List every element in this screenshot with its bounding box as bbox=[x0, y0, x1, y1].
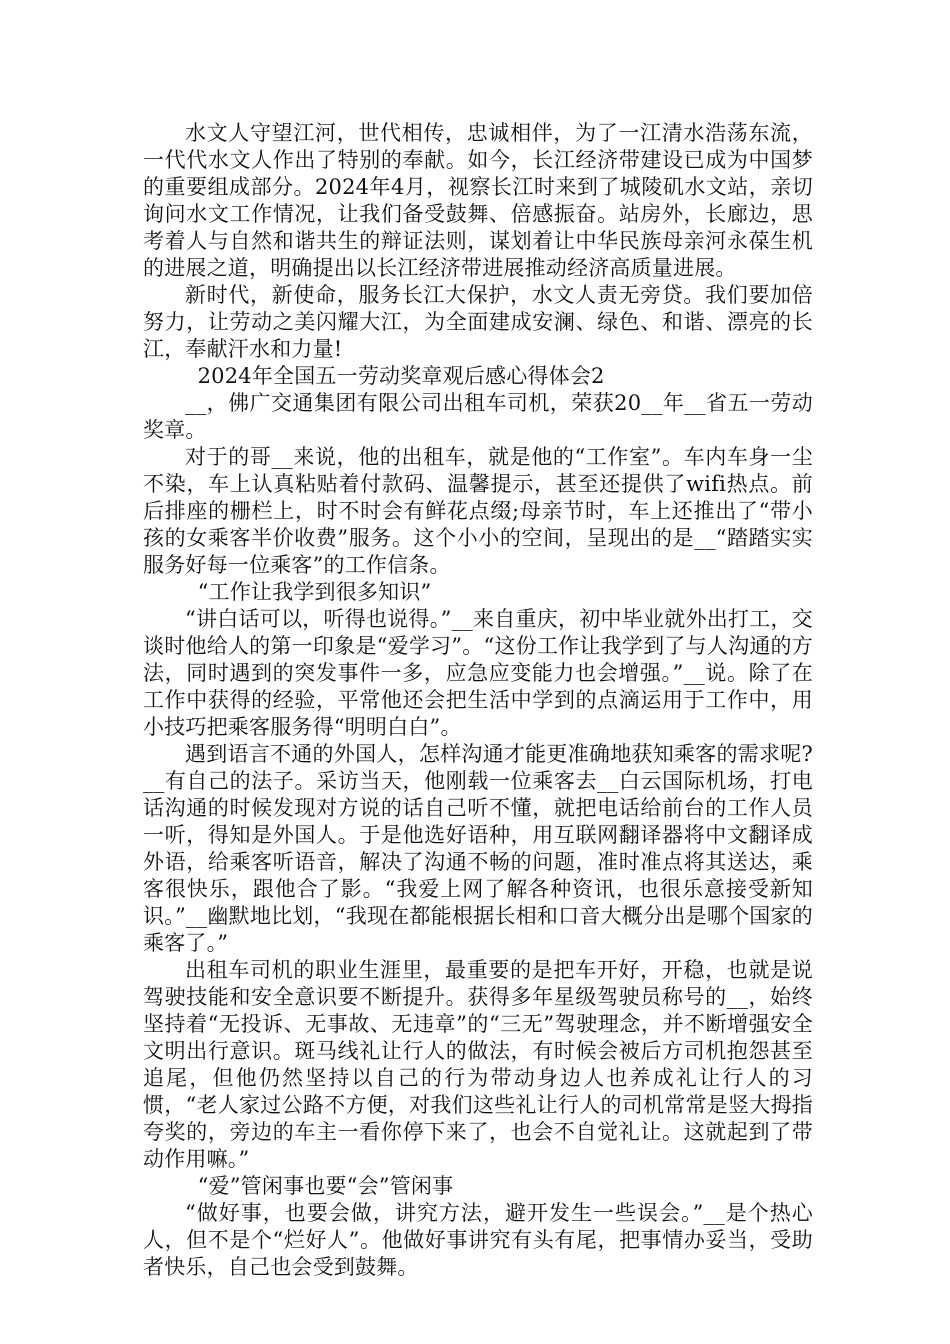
paragraph: “做好事，也要会做，讲究方法，避开发生一些误会。”__是个热心人，但不是个“烂好人”。他做好事讲究有头有尾，把事情办妥当，受助者快乐，自己也会受到鼓舞。 bbox=[143, 1201, 813, 1279]
document-body bbox=[143, 120, 813, 1281]
paragraph: 水文人守望江河，世代相传，忠诚相伴，为了一江清水浩荡东流，一代代水文人作出了特别的奉献。如今，长江经济带建设已成为中国梦的重要组成部分。2024年4月，视察长江时来到了城陵矶水文站，亲切询问水文工作情况，让我们备受鼓舞、倍感振奋。站房外，长廊边，思考着人与自然和谐共生的辩证法则，谋划着让中华民族母亲河永葆生机的进展之道，明确提出以长江经济带进展推动经济高质量进展。 bbox=[143, 121, 813, 280]
section-subtitle: “爱”管闲事也要“会”管闲事 bbox=[197, 1174, 454, 1198]
section-title: 2024年全国五一劳动奖章观后感心得体会2 bbox=[197, 364, 605, 388]
section-subtitle: “工作让我学到很多知识” bbox=[197, 580, 432, 604]
paragraph: 对于的哥__来说，他的出租车，就是他的“工作室”。车内车身一尘不染，车上认真粘贴着付款码、温馨提示，甚至还提供了wifi热点。前后排座的栅栏上，时不时会有鲜花点缀;母亲节时，车上还推出了“带小孩的女乘客半价收费”服务。这个小小的空间，呈现出的是__“踏踏实实服务好每一位乘客”的工作信条。 bbox=[143, 445, 813, 577]
paragraph: 遇到语言不通的外国人，怎样沟通才能更准确地获知乘客的需求呢?__有自己的法子。采访当天，他刚载一位乘客去__白云国际机场，打电话沟通的时候发现对方说的话自己听不懂，就把电话给前台的工作人员一听，得知是外国人。于是他选好语种，用互联网翻译器将中文翻译成外语，给乘客听语音，解决了沟通不畅的问题，准时准点将其送达，乘客很快乐，跟他合了影。“我爱上网了解各种资讯，也很乐意接受新知识。”__幽默地比划，“我现在都能根据长相和口音大概分出是哪个国家的乘客了。” bbox=[143, 742, 813, 955]
paragraph: __，佛广交通集团有限公司出租车司机，荣获20__年__省五一劳动奖章。 bbox=[143, 391, 813, 442]
paragraph: “讲白话可以，听得也说得。”__来自重庆，初中毕业就外出打工，交谈时他给人的第一印象是“爱学习”。“这份工作让我学到了与人沟通的方法，同时遇到的突发事件一多，应急应变能力也会增强。”__说。除了在工作中获得的经验，平常他还会把生活中学到的点滴运用于工作中，用小技巧把乘客服务得“明明白白”。 bbox=[143, 607, 813, 739]
paragraph: 新时代，新使命，服务长江大保护，水文人责无旁贷。我们要加倍努力，让劳动之美闪耀大江，为全面建成安澜、绿色、和谐、漂亮的长江，奉献汗水和力量! bbox=[143, 283, 813, 361]
paragraph: 出租车司机的职业生涯里，最重要的是把车开好，开稳，也就是说驾驶技能和安全意识要不断提升。获得多年星级驾驶员称号的__，始终坚持着“无投诉、无事故、无违章”的“三无”驾驶理念，并不断增强安全文明出行意识。斑马线礼让行人的做法，有时候会被后方司机抱怨甚至追尾，但他仍然坚持以自己的行为带动身边人也养成礼让行人的习惯，“老人家过公路不方便，对我们这些礼让行人的司机常常是竖大拇指夸奖的，旁边的车主一看你停下来了，也会不自觉礼让。这就起到了带动作用嘛。” bbox=[143, 958, 813, 1171]
